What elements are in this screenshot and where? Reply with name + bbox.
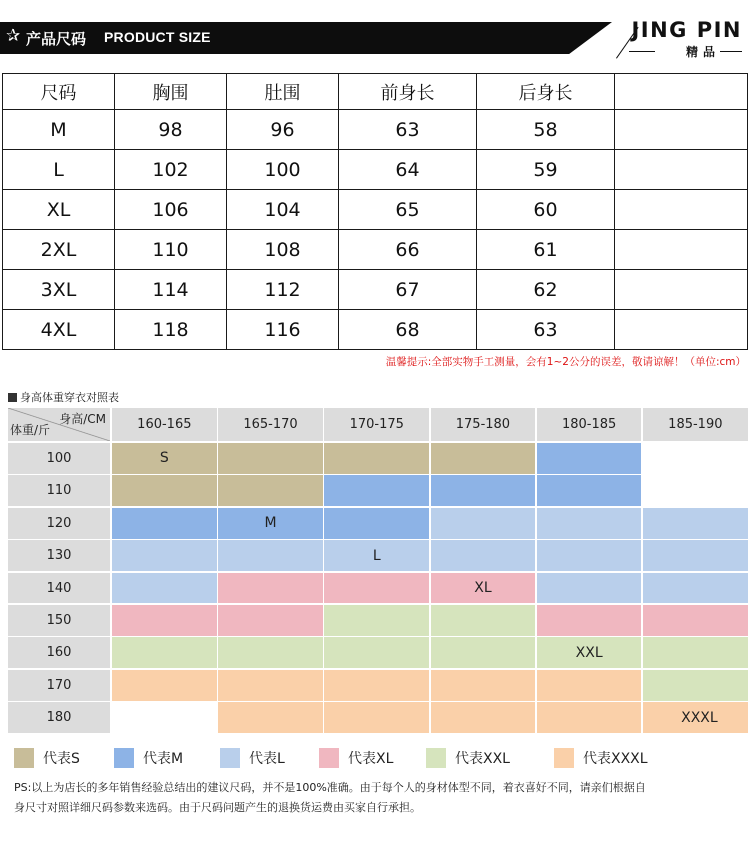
weight-row-header: 180: [8, 702, 110, 733]
legend-item-l: [220, 748, 285, 768]
size-table-cell: 106: [115, 190, 227, 230]
size-cell-xxl: [431, 637, 536, 668]
size-table-cell: 4XL: [3, 310, 115, 350]
size-cell-none: [112, 702, 217, 733]
size-cell-xxxl: [112, 670, 217, 701]
size-cell-s: [324, 443, 429, 474]
size-cell-xl: [218, 605, 323, 636]
size-cell-xxl: [643, 670, 748, 701]
size-table-cell: 58: [477, 110, 615, 150]
size-cell-label: XXL: [575, 644, 603, 661]
header-title-zh: 产品尺码: [26, 30, 87, 48]
weight-row-header: 110: [8, 475, 110, 506]
size-table-cell: [615, 110, 748, 150]
size-cell-l: [643, 508, 748, 539]
legend-swatch: [14, 748, 34, 768]
size-table-cell: 60: [477, 190, 615, 230]
brand-rule-right: [720, 51, 742, 52]
size-table-cell: 63: [339, 110, 477, 150]
legend-label: 代表XXXL: [583, 751, 648, 767]
size-cell-xxl: [431, 605, 536, 636]
size-cell-l: [643, 540, 748, 571]
size-table-cell: [615, 310, 748, 350]
size-cell-m: [112, 508, 217, 539]
size-cell-xl: [643, 605, 748, 636]
size-table-row: [3, 270, 748, 310]
legend-swatch: [426, 748, 446, 768]
corner-height-label: 身高/CM: [59, 412, 106, 426]
measurement-note: 温馨提示:全部实物手工测量，会有1~2公分的误差，敬请谅解！（单位:cm）: [385, 356, 746, 368]
corner-weight-label: 体重/斤: [10, 423, 51, 437]
weight-row-header: 170: [8, 670, 110, 701]
size-table-cell: 64: [339, 150, 477, 190]
size-table-row: [3, 110, 748, 150]
size-cell-label: XXXL: [681, 709, 718, 726]
legend-label: 代表M: [143, 751, 184, 767]
legend-item-xxl: [426, 748, 510, 768]
size-table-cell: 110: [115, 230, 227, 270]
size-table-header-row: [3, 74, 748, 110]
size-table-header-cell: 肚围: [227, 74, 339, 110]
size-table-cell: 63: [477, 310, 615, 350]
size-legend: [14, 748, 744, 770]
ps-note: [14, 778, 746, 818]
size-cell-m: [537, 443, 642, 474]
brand-name-en: JING PIN: [631, 18, 742, 42]
size-table-cell: 102: [115, 150, 227, 190]
ps-line-2: 身尺寸对照详细尺码参数来选码。由于尺码问题产生的退换货运费由买家自行承担。: [14, 801, 421, 814]
size-table-header-cell: 尺码: [3, 74, 115, 110]
size-cell-none: [643, 443, 748, 474]
height-range-header: 180-185: [537, 408, 642, 441]
legend-label: 代表L: [249, 751, 285, 767]
height-weight-grid: [8, 408, 745, 734]
size-cell-xxl: [537, 637, 642, 668]
weight-row-header: 150: [8, 605, 110, 636]
title-square-icon: [8, 393, 17, 402]
size-table-cell: [615, 270, 748, 310]
weight-row-header: 120: [8, 508, 110, 539]
size-table-cell: 61: [477, 230, 615, 270]
size-cell-xxxl: [431, 670, 536, 701]
height-range-header: 175-180: [431, 408, 536, 441]
size-table: [2, 73, 748, 350]
size-table-cell: 100: [227, 150, 339, 190]
size-cell-xxxl: [431, 702, 536, 733]
weight-row-header: 130: [8, 540, 110, 571]
legend-label: 代表S: [43, 751, 80, 767]
size-table-cell: M: [3, 110, 115, 150]
size-cell-xxl: [324, 637, 429, 668]
product-size-header: [0, 18, 750, 58]
size-table-cell: [615, 230, 748, 270]
size-table-row: [3, 230, 748, 270]
size-cell-label: XL: [474, 580, 492, 597]
size-cell-label: S: [159, 450, 169, 467]
size-table-cell: 3XL: [3, 270, 115, 310]
size-cell-l: [218, 540, 323, 571]
size-table-cell: 98: [115, 110, 227, 150]
height-range-header: 165-170: [218, 408, 323, 441]
size-cell-xxl: [643, 637, 748, 668]
size-table-cell: XL: [3, 190, 115, 230]
size-table-cell: 104: [227, 190, 339, 230]
size-table-row: [3, 190, 748, 230]
size-cell-l: [643, 573, 748, 604]
size-cell-xl: [112, 605, 217, 636]
size-table-row: [3, 310, 748, 350]
size-cell-label: M: [264, 515, 277, 532]
legend-swatch: [114, 748, 134, 768]
size-cell-xxxl: [324, 702, 429, 733]
legend-label: 代表XL: [348, 751, 394, 767]
height-range-header: 185-190: [643, 408, 748, 441]
legend-swatch: [220, 748, 240, 768]
legend-swatch: [554, 748, 574, 768]
size-cell-l: [537, 573, 642, 604]
size-cell-s: [112, 443, 217, 474]
star-icon: ✰: [6, 26, 21, 46]
size-cell-m: [324, 475, 429, 506]
chart-title-text: 身高体重穿衣对照表: [20, 391, 119, 404]
grid-corner: [8, 408, 110, 441]
size-cell-xxl: [112, 637, 217, 668]
size-cell-xxxl: [537, 702, 642, 733]
size-cell-m: [537, 475, 642, 506]
size-table-cell: 2XL: [3, 230, 115, 270]
size-cell-xxl: [218, 637, 323, 668]
size-table-cell: 67: [339, 270, 477, 310]
size-table-header-cell: 后身长: [477, 74, 615, 110]
size-cell-l: [431, 540, 536, 571]
size-cell-xl: [324, 573, 429, 604]
size-cell-l: [431, 508, 536, 539]
size-cell-xxl: [324, 605, 429, 636]
size-cell-xxxl: [537, 670, 642, 701]
legend-item-xxxl: [554, 748, 648, 768]
weight-row-header: 160: [8, 637, 110, 668]
size-cell-xxxl: [324, 670, 429, 701]
size-table-header-cell: 胸围: [115, 74, 227, 110]
weight-row-header: 140: [8, 573, 110, 604]
size-cell-m: [324, 508, 429, 539]
size-table-cell: 65: [339, 190, 477, 230]
size-cell-s: [218, 443, 323, 474]
legend-item-xl: [319, 748, 393, 768]
size-cell-xl: [218, 573, 323, 604]
size-table-cell: [615, 190, 748, 230]
size-table-cell: 118: [115, 310, 227, 350]
ps-line-1: PS:以上为店长的多年销售经验总结出的建议尺码，并不是100%准确。由于每个人的身材体型不同，着衣喜好不同，请亲们根据自: [14, 781, 646, 794]
size-cell-xl: [537, 605, 642, 636]
header-bar: [0, 22, 612, 54]
size-cell-s: [112, 475, 217, 506]
size-cell-xxxl: [218, 702, 323, 733]
size-table-cell: 96: [227, 110, 339, 150]
brand-name-zh: 精品: [685, 45, 720, 59]
size-table-row: [3, 150, 748, 190]
size-table-cell: 112: [227, 270, 339, 310]
size-table-cell: L: [3, 150, 115, 190]
weight-row-header: 100: [8, 443, 110, 474]
size-cell-xxxl: [218, 670, 323, 701]
size-cell-l: [112, 540, 217, 571]
header-title-en: PRODUCT SIZE: [104, 29, 211, 45]
size-table-header-cell: [615, 74, 748, 110]
legend-item-s: [14, 748, 80, 768]
size-cell-l: [112, 573, 217, 604]
size-cell-xxxl: [643, 702, 748, 733]
size-table-cell: 62: [477, 270, 615, 310]
size-table-cell: 66: [339, 230, 477, 270]
height-range-header: 170-175: [324, 408, 429, 441]
size-cell-l: [537, 508, 642, 539]
size-cell-m: [431, 475, 536, 506]
size-cell-label: L: [372, 547, 381, 564]
size-table-cell: 114: [115, 270, 227, 310]
size-table-cell: 116: [227, 310, 339, 350]
brand-rule-left: [629, 51, 655, 52]
size-cell-s: [431, 443, 536, 474]
size-table-header-cell: 前身长: [339, 74, 477, 110]
legend-swatch: [319, 748, 339, 768]
size-cell-m: [218, 508, 323, 539]
size-cell-l: [324, 540, 429, 571]
size-table-cell: 68: [339, 310, 477, 350]
size-cell-none: [643, 475, 748, 506]
size-table-cell: 108: [227, 230, 339, 270]
chart-title: [8, 389, 119, 405]
size-cell-xl: [431, 573, 536, 604]
size-table-cell: [615, 150, 748, 190]
size-cell-l: [537, 540, 642, 571]
legend-item-m: [114, 748, 183, 768]
size-table-cell: 59: [477, 150, 615, 190]
height-range-header: 160-165: [112, 408, 217, 441]
legend-label: 代表XXL: [455, 751, 510, 767]
size-cell-s: [218, 475, 323, 506]
